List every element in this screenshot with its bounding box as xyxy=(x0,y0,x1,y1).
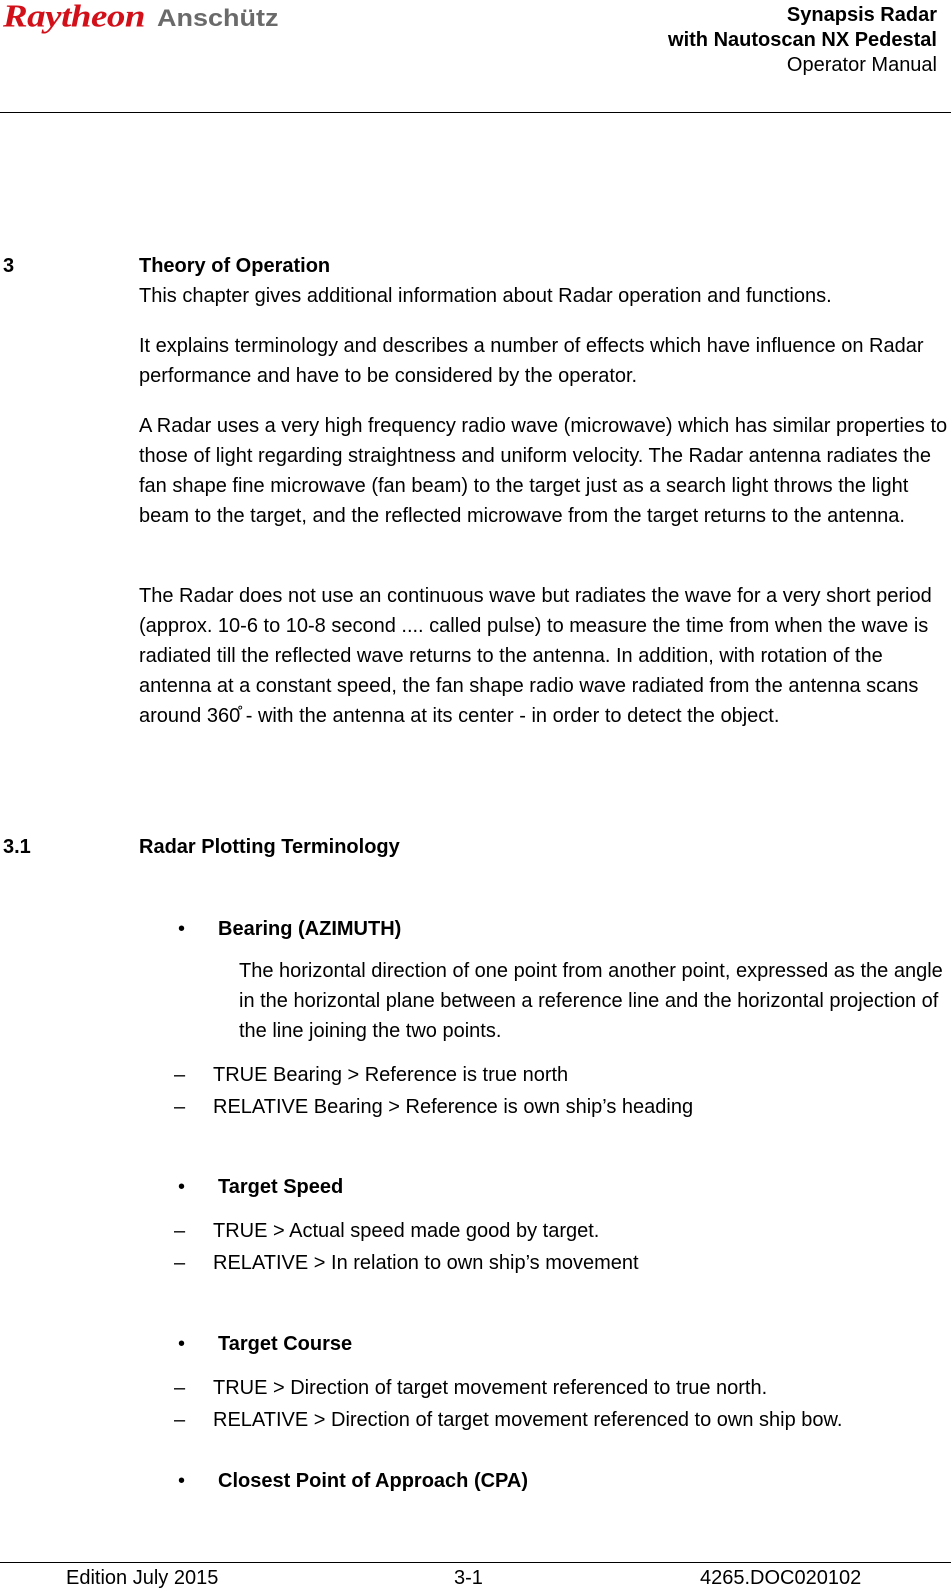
dash-icon: – xyxy=(174,1064,186,1086)
footer-doc-id: 4265.DOC020102 xyxy=(700,1567,862,1589)
dash-icon: – xyxy=(174,1409,186,1431)
header-title-line2: with Nautoscan NX Pedestal xyxy=(668,29,937,51)
logo-sub: Anschütz xyxy=(156,4,279,32)
section-3-paragraph-4: The Radar does not use an continuous wave but radiates the wave for a very short period (approx. 10-6 to 10-8 second .... called pulse) to measure the time from when the wave is radiated till the reflected wave returns to the antenna. In addition, with rotation of the antenna at a constant speed, the fan shape radio wave radiated from the antenna scans around 360̊ - with the antenna at its center - in order to detect the object. xyxy=(139,585,932,727)
term-title-bearing: Bearing (AZIMUTH) xyxy=(218,918,402,940)
dash-icon: – xyxy=(174,1377,186,1399)
course-item-true: TRUE > Direction of target movement referenced to true north. xyxy=(213,1377,768,1399)
section-3-paragraph-2: It explains terminology and describes a number of effects which have influence on Radar performance and have to be considered by the operator. xyxy=(139,335,924,387)
section-3-title: Theory of Operation xyxy=(139,255,331,277)
speed-item-true: TRUE > Actual speed made good by target. xyxy=(213,1220,600,1242)
footer-edition: Edition July 2015 xyxy=(66,1567,219,1589)
term-title-target-speed: Target Speed xyxy=(218,1176,344,1198)
section-3-number: 3 xyxy=(3,255,15,277)
bullet-cpa: • xyxy=(178,1470,186,1492)
bullet-target-speed: • xyxy=(178,1176,186,1198)
section-3-paragraph-3: A Radar uses a very high frequency radio wave (microwave) which has similar properties to those of light regarding straightness and uniform velocity. The Radar antenna radiates the fan shape fine microwave (fan beam) to the target just as a search light throws the light beam to the target, and the reflected microwave from the target returns to the antenna. xyxy=(139,415,948,527)
term-definition-bearing: The horizontal direction of one point from another point, expressed as the angle in the horizontal plane between a reference line and the horizontal projection of the line joining the two points. xyxy=(239,960,943,1042)
bullet-target-course: • xyxy=(178,1333,186,1355)
section-3-1-number: 3.1 xyxy=(3,836,31,858)
term-title-cpa: Closest Point of Approach (CPA) xyxy=(218,1470,528,1492)
logo-brand: Raytheon xyxy=(3,0,145,35)
raytheon-anschuetz-logo xyxy=(3,0,278,44)
term-title-target-course: Target Course xyxy=(218,1333,353,1355)
header-title-line1: Synapsis Radar xyxy=(786,4,937,26)
section-3-1-title: Radar Plotting Terminology xyxy=(139,836,400,858)
header-title-line3: Operator Manual xyxy=(786,54,937,76)
footer-page-number: 3-1 xyxy=(454,1567,483,1589)
dash-icon: – xyxy=(174,1252,186,1274)
bullet-bearing: • xyxy=(178,918,186,940)
footer-rule xyxy=(0,1562,951,1563)
dash-icon: – xyxy=(174,1096,186,1118)
section-3-paragraph-1: This chapter gives additional information about Radar operation and functions. xyxy=(139,285,832,307)
course-item-relative: RELATIVE > Direction of target movement referenced to own ship bow. xyxy=(213,1409,843,1431)
bearing-item-relative: RELATIVE Bearing > Reference is own ship’s heading xyxy=(213,1096,694,1118)
speed-item-relative: RELATIVE > In relation to own ship’s movement xyxy=(213,1252,639,1274)
header-rule xyxy=(0,112,951,113)
bearing-item-true: TRUE Bearing > Reference is true north xyxy=(213,1064,569,1086)
dash-icon: – xyxy=(174,1220,186,1242)
